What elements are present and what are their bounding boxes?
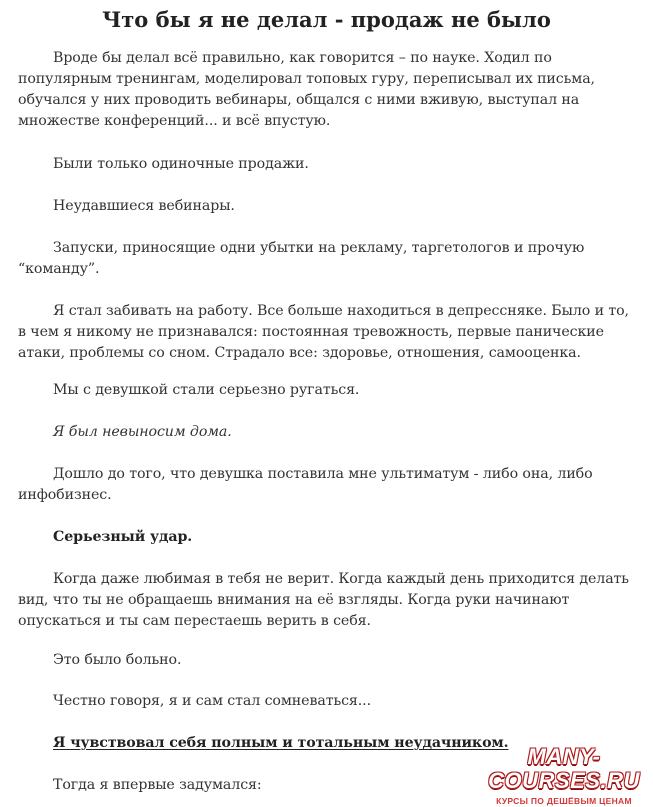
- paragraph-8: Дошло до того, что девушка поставила мне ультиматум - либо она, либо инфобизнес.: [18, 466, 593, 503]
- article-title: Что бы я не делал - продаж не было: [102, 7, 551, 32]
- watermark-logo: [479, 744, 649, 806]
- paragraph-12: Честно говоря, я и сам стал сомневаться...: [53, 693, 371, 709]
- watermark-title: MANY-COURSES.RU: [488, 744, 640, 793]
- paragraph-2: Были только одиночные продажи.: [53, 156, 309, 172]
- paragraph-7-italic: Я был невыносим дома.: [53, 424, 232, 440]
- watermark-subtitle: КУРСЫ ПО ДЕШЁВЫМ ЦЕНАМ: [496, 796, 632, 806]
- paragraph-13-bold-underline: Я чувствовал себя полным и тотальным неудачником.: [53, 735, 509, 751]
- paragraph-3: Неудавшиеся вебинары.: [53, 198, 235, 214]
- paragraph-14: Тогда я впервые задумался:: [53, 777, 262, 793]
- paragraph-1: Вроде бы делал всё правильно, как говорится – по науке. Ходил по популярным тренингам, моделировал топовых гуру, переписывал их письма, обучался у них проводить вебинары, общался с ними вживую, выступал на множестве конференций... и всё впустую.: [18, 50, 595, 129]
- paragraph-11: Это было больно.: [53, 652, 182, 668]
- paragraph-9-bold: Серьезный удар.: [53, 529, 193, 545]
- paragraph-10: Когда даже любимая в тебя не верит. Когда каждый день приходится делать вид, что ты не обращаешь внимания на её взгляды. Когда руки начинают опускаться и ты сам перестаешь верить в себя.: [18, 571, 629, 629]
- paragraph-6: Мы с девушкой стали серьезно ругаться.: [53, 382, 360, 398]
- paragraph-4: Запуски, приносящие одни убытки на рекламу, таргетологов и прочую “команду”.: [18, 240, 585, 277]
- paragraph-5: Я стал забивать на работу. Все больше находиться в депрессняке. Было и то, в чем я никому не признавался: постоянная тревожность, первые панические атаки, проблемы со сном. Страдало все: здоровье, отношения, самооценка.: [18, 303, 629, 361]
